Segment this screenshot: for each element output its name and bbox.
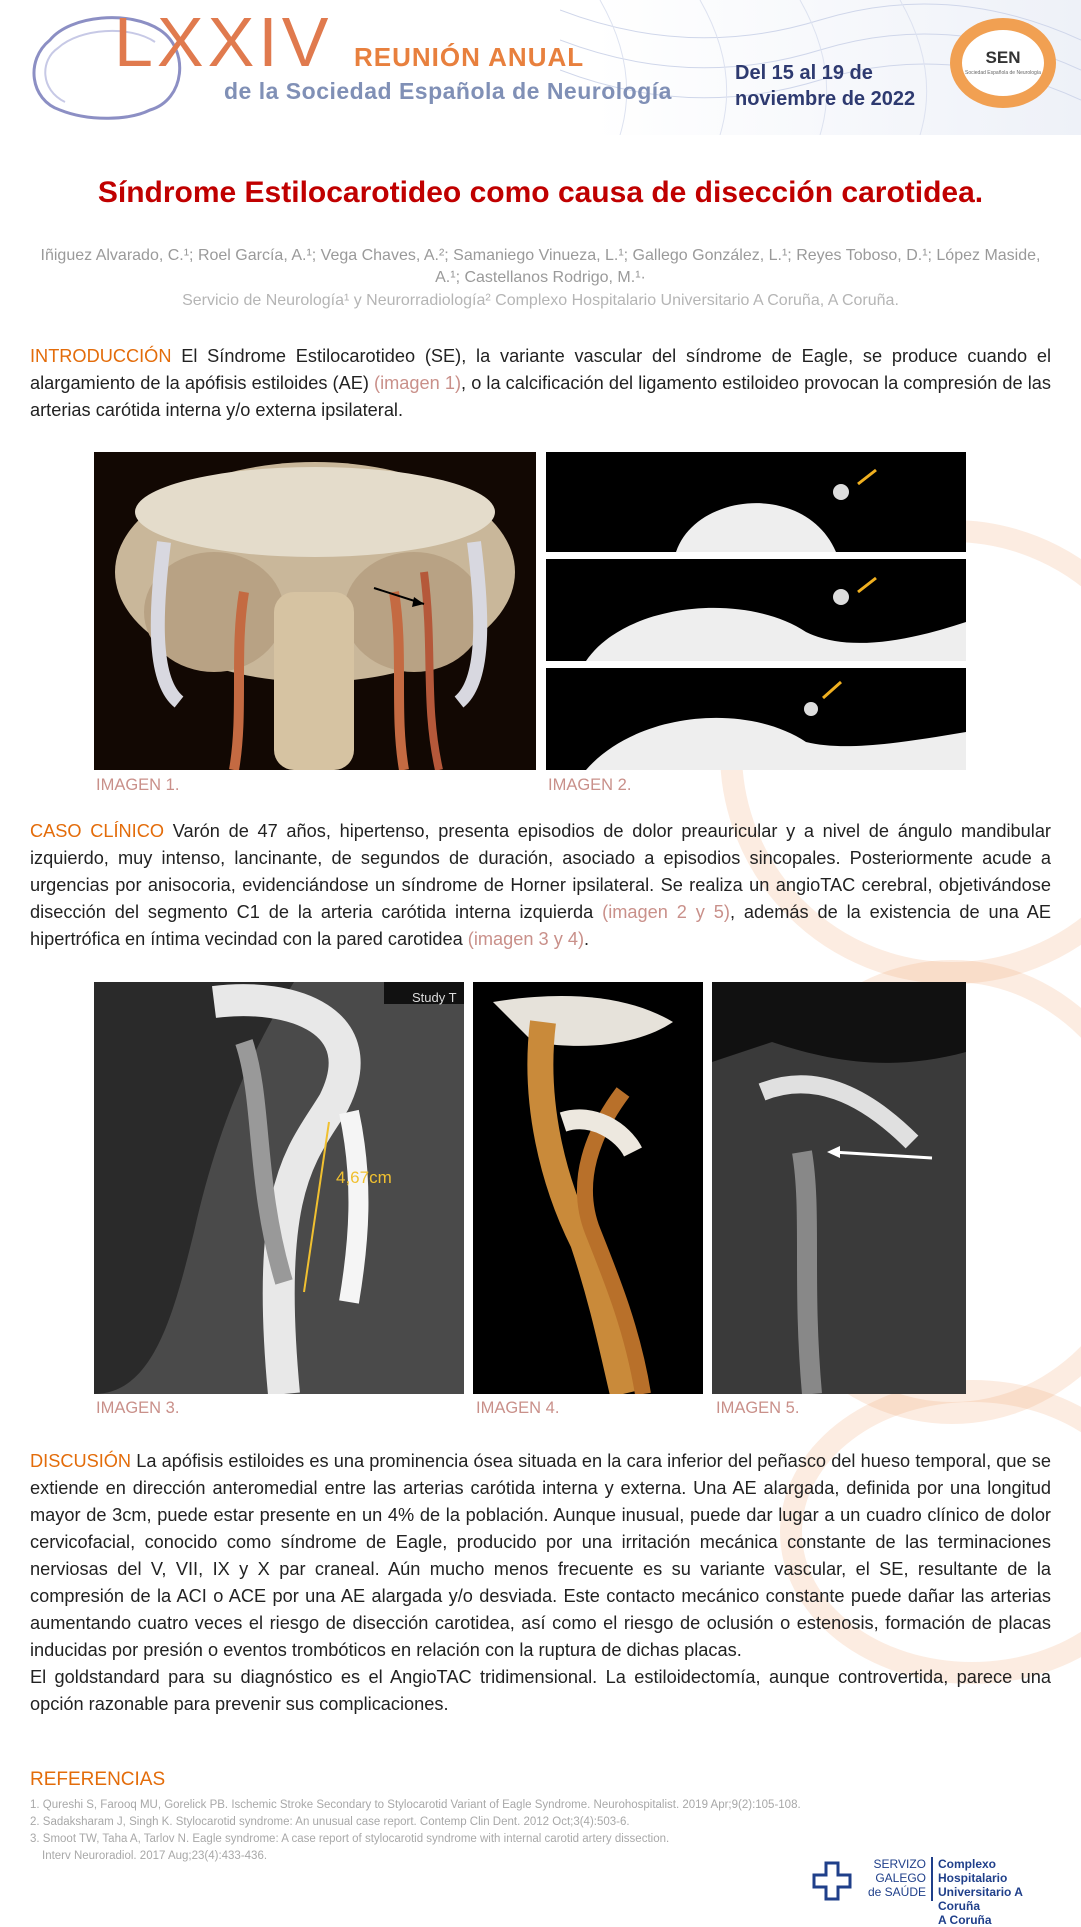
sergas-line-1: SERVIZO [873, 1857, 926, 1871]
case-text-cont: , además de la existencia de una AE hipertrófica en íntima vecindad con la pared carotidea [30, 902, 1052, 949]
study-label: Study T [412, 990, 457, 1005]
hospital-line-1: Complexo Hospitalario [938, 1857, 1008, 1885]
sergas-text [856, 1857, 926, 1899]
measurement-label: 4,67cm [336, 1168, 392, 1187]
case-section [30, 818, 1051, 953]
image-5-sagittal-ct [712, 982, 966, 1394]
case-heading: CASO CLÍNICO [30, 821, 165, 841]
image-3-sagittal-ct [94, 982, 464, 1394]
image-3-caption: IMAGEN 3. [96, 1399, 180, 1417]
society-name: de la Sociedad Española de Neurología [224, 78, 672, 104]
skull-render-graphic [94, 452, 536, 770]
hospital-logo [812, 1855, 1062, 1927]
dates-line-1: Del 15 al 19 de [735, 62, 873, 84]
references-heading: REFERENCIAS [30, 1769, 166, 1790]
references-list [30, 1797, 830, 1865]
author-list: Iñiguez Alvarado, C.¹; Roel García, A.¹; Vega Chaves, A.²; Samaniego Vinueza, L.¹; Gallego González, L.¹; Reyes Toboso, D.¹; López Maside, A.¹; Castellanos Rodrigo, M.¹· [40, 247, 1041, 286]
discussion-heading: DISCUSIÓN [30, 1451, 132, 1471]
discussion-conclusion: El goldstandard para su diagnóstico es el AngioTAC tridimensional. La estiloidectomía, aunque controvertida, parece una opción razonable para prevenir sus complicaciones. [30, 1667, 1051, 1714]
hospital-line-2: Universitario A Coruña [938, 1885, 1023, 1913]
image-1-reference: (imagen 1) [374, 373, 462, 393]
image-1-3d-reconstruction [94, 452, 536, 770]
meeting-dates [735, 60, 915, 112]
introduction-text: El Síndrome Estilocarotideo (SE), la variante vascular del síndrome de Eagle, se produce cuando el alargamiento de la apófisis estiloides (AE) [30, 346, 1051, 393]
discussion-text: La apófisis estiloides es una prominencia ósea situada en la cara inferior del peñasco del hueso temporal, que se extiende en dirección anteromedial entre las arterias carótida interna y externa. Una AE alargada, definida por una longitud mayor de 3cm, puede estar presente en un 4% de la población. Aunque inusual, puede dar lugar a un cuadro clínico de dolor cervicofacial, conocido como síndrome de Eagle, producido por una irritación mecánica constante de las terminaciones nerviosas del V, VII, IX y X par craneal. Aún mucho menos frecuente es su variante vascular, el SE, resultante de la compresión de la ACI o ACE por una AE alargada y/o desviada. Este contacto mecánico constante puede dañar las arterias aumentando cuatro veces el riesgo de disección carotidea, así como el riesgo de oclusión o estenosis, formación de placas inducidas por presión o eventos trombóticos en relación con la ruptura de dichas placas. [30, 1451, 1051, 1660]
sen-logo-text: SEN [985, 48, 1021, 67]
introduction-heading: INTRODUCCIÓN [30, 346, 172, 366]
image-4-caption: IMAGEN 4. [476, 1399, 560, 1417]
image-2-ct-slices [546, 452, 966, 770]
edition-number: LXXIV [114, 3, 333, 81]
discussion-section [30, 1448, 1051, 1718]
ct-slices-graphic [546, 452, 966, 770]
meeting-title: REUNIÓN ANUAL [354, 42, 585, 72]
image-1-caption: IMAGEN 1. [96, 776, 180, 794]
image-5-caption: IMAGEN 5. [716, 1399, 800, 1417]
reference-item: Interv Neuroradiol. 2017 Aug;23(4):433-436. [42, 1850, 268, 1862]
image-3-4-reference: (imagen 3 y 4) [467, 929, 585, 949]
case-text-end: . [584, 929, 590, 949]
image-4-3d-angio [473, 982, 703, 1394]
introduction-section [30, 343, 1051, 424]
header-banner [0, 0, 1081, 135]
affiliation: Servicio de Neurología¹ y Neurorradiología² Complexo Hospitalario Universitario A Coruña, A Coruña. [182, 292, 899, 309]
hospital-line-3: A Coruña [938, 1913, 992, 1927]
introduction-text-cont: , o la calcificación del ligamento estiloideo provocan la compresión de las arterias carótida interna y/o externa ipsilateral. [30, 373, 1052, 420]
sen-logo [950, 18, 1056, 108]
sergas-line-3: de SAÚDE [867, 1885, 926, 1899]
case-text: Varón de 47 años, hipertenso, presenta episodios de dolor preauricular y a nivel de ángulo mandibular izquierdo, muy intenso, lancinante, de segundos de duración, asociado a episodios sincopales. Posteriormente acude a urgencias por anisocoria, evidenciándose un síndrome de Horner ipsilateral. Se realiza un angioTAC cerebral, objetivándose disección del segmento C1 de la arteria carótida interna izquierda [30, 821, 1051, 922]
image-2-5-reference: (imagen 2 y 5) [602, 902, 730, 922]
angio-3d-graphic [473, 982, 703, 1394]
sergas-cross-icon [812, 1861, 852, 1901]
logo-divider [931, 1857, 933, 1901]
reference-item: 2. Sadaksharam J, Singh K. Stylocarotid syndrome: An unusual case report. Contemp Clin Dent. 2012 Oct;3(4):503-6. [30, 1816, 630, 1828]
sen-logo-subtitle: Sociedad Española de Neurología [965, 70, 1041, 76]
sergas-line-2: GALEGO [875, 1871, 926, 1885]
hospital-name [938, 1857, 1062, 1927]
sagittal-ct-graphic [94, 982, 464, 1394]
poster-title: Síndrome Estilocarotideo como causa de disección carotidea. [97, 176, 984, 209]
reference-item: 1. Qureshi S, Farooq MU, Gorelick PB. Ischemic Stroke Secondary to Stylocarotid Variant of Eagle Syndrome. Neurohospitalist. 2019 Apr;9(2):105-108. [30, 1799, 801, 1811]
dates-line-2: noviembre de 2022 [735, 88, 916, 110]
sagittal-ct-2-graphic [712, 982, 966, 1394]
reference-item: 3. Smoot TW, Taha A, Tarlov N. Eagle syndrome: A case report of stylocarotid syndrome with internal carotid artery dissection. [30, 1833, 670, 1845]
image-2-caption: IMAGEN 2. [548, 776, 632, 794]
